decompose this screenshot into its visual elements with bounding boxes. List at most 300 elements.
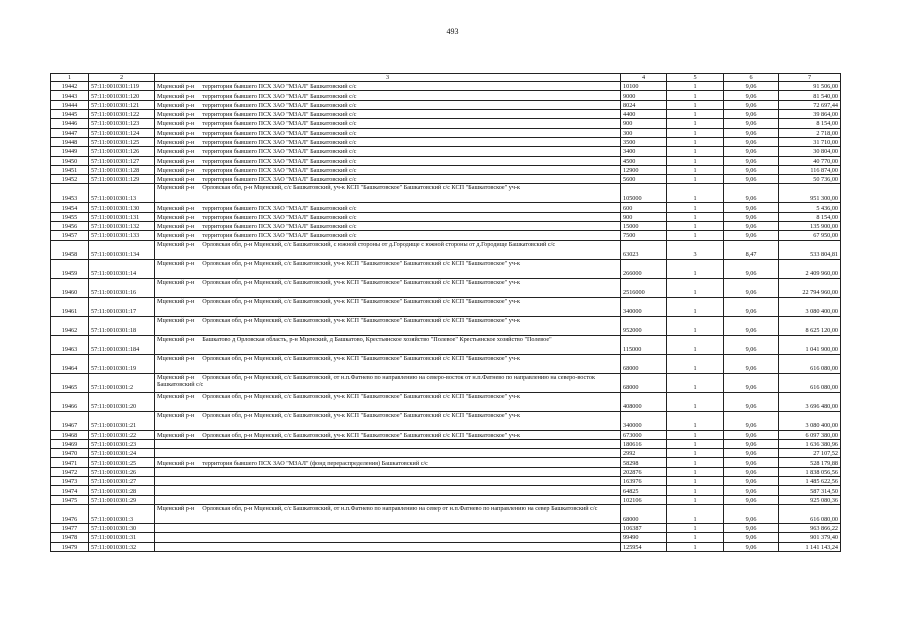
location-description: [155, 119, 621, 128]
location-description: [155, 100, 621, 109]
count-value: 1: [667, 495, 724, 504]
district: Мценский р-н: [157, 120, 195, 128]
location-description: [155, 259, 621, 278]
row-number: 19475: [51, 495, 89, 504]
area-value: 8024: [621, 100, 667, 109]
row-number: 19478: [51, 533, 89, 542]
coefficient-value: 9,06: [724, 278, 779, 297]
area-value: 952000: [621, 316, 667, 335]
address-text: Орловская обл, р-н Мценский, с/с Башкатовский, уч-к КСП "Башкатовское" Башкатовский с/с КСП "Башкатовское" уч-к: [202, 431, 521, 439]
amount-value: 5 436,00: [779, 203, 841, 212]
table-row: [51, 335, 841, 354]
row-number: 19461: [51, 297, 89, 316]
cadastral-number: 57:11:0010301:131: [89, 212, 155, 221]
coefficient-value: 9,06: [724, 486, 779, 495]
row-number: 19447: [51, 128, 89, 137]
amount-value: 39 864,00: [779, 110, 841, 119]
cadastral-number: 57:11:0010301:184: [89, 335, 155, 354]
amount-value: 6 097 380,00: [779, 430, 841, 439]
district: Мценский р-н: [157, 101, 195, 109]
location-description: [155, 392, 621, 411]
location-description: [155, 203, 621, 212]
cadastral-number: 57:11:0010301:119: [89, 82, 155, 91]
coefficient-value: 9,06: [724, 411, 779, 430]
area-value: 115000: [621, 335, 667, 354]
row-number: 19442: [51, 82, 89, 91]
address-text: Орловская обл, р-н Мценский, с/с Башкатовский, от н.п.Фатнево по направлению на север от н.п.Фатнево по направлению на север Башкатовский с/с: [202, 504, 598, 512]
column-header-6: 6: [724, 74, 779, 82]
district: Мценский р-н: [157, 111, 195, 119]
count-value: 1: [667, 91, 724, 100]
row-number: 19479: [51, 542, 89, 551]
district: Мценский р-н: [157, 148, 195, 156]
amount-value: 1 485 622,56: [779, 477, 841, 486]
amount-value: 528 179,88: [779, 458, 841, 467]
district: Мценский р-н: [157, 213, 195, 221]
area-value: 163976: [621, 477, 667, 486]
area-value: 673000: [621, 430, 667, 439]
table-row: [51, 430, 841, 439]
amount-value: 27 107,52: [779, 449, 841, 458]
row-number: 19471: [51, 458, 89, 467]
table-row: [51, 486, 841, 495]
row-number: 19462: [51, 316, 89, 335]
row-number: 19470: [51, 449, 89, 458]
table-row: [51, 212, 841, 221]
table-row: [51, 203, 841, 212]
area-value: 7500: [621, 231, 667, 240]
area-value: 63023: [621, 240, 667, 259]
row-number: 19476: [51, 504, 89, 523]
address-text: Орловская обл, р-н Мценский, с/с Башкатовский, от н.п.Фатнево по направлению на северо-восток от н.п.Фатнево по направлению на северо-восток Башкатовский с/с: [157, 373, 596, 388]
cadastral-number: 57:11:0010301:16: [89, 278, 155, 297]
row-number: 19466: [51, 392, 89, 411]
location-description: [155, 184, 621, 203]
column-header-1: 1: [51, 74, 89, 82]
district: Мценский р-н: [157, 83, 195, 91]
location-description: [155, 411, 621, 430]
count-value: 1: [667, 542, 724, 551]
cadastral-number: 57:11:0010301:30: [89, 523, 155, 532]
area-value: 105000: [621, 184, 667, 203]
cadastral-number: 57:11:0010301:21: [89, 411, 155, 430]
row-number: 19452: [51, 175, 89, 184]
table-row: [51, 449, 841, 458]
amount-value: 8 154,00: [779, 119, 841, 128]
coefficient-value: 9,06: [724, 439, 779, 448]
table-row: [51, 147, 841, 156]
cadastral-number: 57:11:0010301:132: [89, 221, 155, 230]
count-value: 1: [667, 165, 724, 174]
coefficient-value: 9,06: [724, 430, 779, 439]
row-number: 19472: [51, 467, 89, 476]
cadastral-number: 57:11:0010301:20: [89, 392, 155, 411]
table-row: [51, 458, 841, 467]
district: Мценский р-н: [157, 223, 195, 231]
area-value: 900: [621, 119, 667, 128]
coefficient-value: 9,06: [724, 82, 779, 91]
location-description: [155, 297, 621, 316]
district: Мценский р-н: [157, 335, 195, 343]
amount-value: 1 141 143,24: [779, 542, 841, 551]
address-text: территория бывшего ПСХ ЗАО "МЗАЛ" Башкатовский с/с: [202, 129, 357, 137]
coefficient-value: 9,06: [724, 449, 779, 458]
address-text: Орловская обл, р-н Мценский, с/с Башкатовский, уч-к КСП "Башкатовское" Башкатовский с/с КСП "Башкатовское" уч-к: [202, 411, 521, 419]
area-value: 68000: [621, 373, 667, 392]
area-value: 5600: [621, 175, 667, 184]
count-value: 1: [667, 221, 724, 230]
district: Мценский р-н: [157, 232, 195, 240]
coefficient-value: 9,06: [724, 156, 779, 165]
cadastral-number: 57:11:0010301:2: [89, 373, 155, 392]
table-row: [51, 184, 841, 203]
row-number: 19446: [51, 119, 89, 128]
amount-value: 616 080,00: [779, 354, 841, 373]
district: Мценский р-н: [157, 504, 195, 512]
row-number: 19449: [51, 147, 89, 156]
count-value: 1: [667, 467, 724, 476]
address-text: Орловская обл, р-н Мценский, с/с Башкатовский, уч-к КСП "Башкатовское" Башкатовский с/с КСП "Башкатовское" уч-к: [202, 354, 521, 362]
coefficient-value: 9,06: [724, 137, 779, 146]
amount-value: 587 314,50: [779, 486, 841, 495]
district: Мценский р-н: [157, 240, 195, 248]
cadastral-number: 57:11:0010301:125: [89, 137, 155, 146]
amount-value: 3 080 400,00: [779, 297, 841, 316]
amount-value: 3 696 480,00: [779, 392, 841, 411]
address-text: Орловская обл, р-н Мценский, с/с Башкатовский, уч-к КСП "Башкатовское" Башкатовский с/с КСП "Башкатовское" уч-к: [202, 259, 521, 267]
address-text: территория бывшего ПСХ ЗАО "МЗАЛ" Башкатовский с/с: [202, 166, 357, 174]
table-row: [51, 175, 841, 184]
area-value: 64825: [621, 486, 667, 495]
table-row: [51, 259, 841, 278]
area-value: 68000: [621, 354, 667, 373]
amount-value: 31 710,00: [779, 137, 841, 146]
coefficient-value: 9,06: [724, 533, 779, 542]
coefficient-value: 9,06: [724, 354, 779, 373]
address-text: Орловская обл, р-н Мценский, с/с Башкатовский, уч-к КСП "Башкатовское" Башкатовский с/с КСП "Башкатовское" уч-к: [202, 316, 521, 324]
area-value: 2992: [621, 449, 667, 458]
table-row: [51, 137, 841, 146]
area-value: 10100: [621, 82, 667, 91]
coefficient-value: 9,06: [724, 542, 779, 551]
amount-value: 8 625 120,00: [779, 316, 841, 335]
coefficient-value: 9,06: [724, 91, 779, 100]
count-value: 1: [667, 259, 724, 278]
count-value: 1: [667, 533, 724, 542]
cadastral-number: 57:11:0010301:18: [89, 316, 155, 335]
area-value: 12900: [621, 165, 667, 174]
district: Мценский р-н: [157, 184, 195, 192]
table-row: [51, 100, 841, 109]
address-text: Орловская обл, р-н Мценский, с/с Башкатовский, уч-к КСП "Башкатовское" Башкатовский с/с КСП "Башкатовское" уч-к: [202, 392, 521, 400]
address-text: территория бывшего ПСХ ЗАО "МЗАЛ" Башкатовский с/с: [202, 148, 357, 156]
count-value: 1: [667, 212, 724, 221]
count-value: 1: [667, 184, 724, 203]
coefficient-value: 9,06: [724, 128, 779, 137]
area-value: 340000: [621, 411, 667, 430]
location-description: [155, 486, 621, 495]
count-value: 1: [667, 128, 724, 137]
amount-value: 116 874,00: [779, 165, 841, 174]
row-number: 19460: [51, 278, 89, 297]
amount-value: 22 794 960,00: [779, 278, 841, 297]
count-value: 1: [667, 297, 724, 316]
cadastral-number: 57:11:0010301:32: [89, 542, 155, 551]
district: Мценский р-н: [157, 316, 195, 324]
amount-value: 72 697,44: [779, 100, 841, 109]
coefficient-value: 9,06: [724, 259, 779, 278]
address-text: территория бывшего ПСХ ЗАО "МЗАЛ" Башкатовский с/с: [202, 232, 357, 240]
area-value: 4500: [621, 156, 667, 165]
row-number: 19453: [51, 184, 89, 203]
count-value: 1: [667, 316, 724, 335]
cadastral-number: 57:11:0010301:124: [89, 128, 155, 137]
area-value: 266000: [621, 259, 667, 278]
area-value: 102106: [621, 495, 667, 504]
cadastral-number: 57:11:0010301:26: [89, 467, 155, 476]
count-value: 1: [667, 82, 724, 91]
cadastral-number: 57:11:0010301:17: [89, 297, 155, 316]
amount-value: 91 506,00: [779, 82, 841, 91]
table-row: [51, 533, 841, 542]
location-description: [155, 477, 621, 486]
table-row: [51, 128, 841, 137]
table-row: [51, 354, 841, 373]
column-header-4: 4: [621, 74, 667, 82]
count-value: 1: [667, 449, 724, 458]
area-value: 3500: [621, 137, 667, 146]
address-text: территория бывшего ПСХ ЗАО "МЗАЛ" Башкатовский с/с: [202, 139, 357, 147]
amount-value: 901 379,40: [779, 533, 841, 542]
district: Мценский р-н: [157, 129, 195, 137]
cadastral-number: 57:11:0010301:127: [89, 156, 155, 165]
amount-value: 963 866,22: [779, 523, 841, 532]
table-row: [51, 316, 841, 335]
row-number: 19473: [51, 477, 89, 486]
cadastral-number: 57:11:0010301:123: [89, 119, 155, 128]
column-header-2: 2: [89, 74, 155, 82]
coefficient-value: 9,06: [724, 119, 779, 128]
location-description: [155, 156, 621, 165]
amount-value: 2 409 960,00: [779, 259, 841, 278]
coefficient-value: 9,06: [724, 458, 779, 467]
amount-value: 2 718,00: [779, 128, 841, 137]
area-value: 106387: [621, 523, 667, 532]
address-text: территория бывшего ПСХ ЗАО "МЗАЛ" Башкатовский с/с: [202, 204, 357, 212]
column-header-3: 3: [155, 74, 621, 82]
address-text: территория бывшего ПСХ ЗАО "МЗАЛ" Башкатовский с/с: [202, 157, 357, 165]
coefficient-value: 9,06: [724, 221, 779, 230]
address-text: Башкатово д Орловская область, р-н Мценский, д Башкатово, Крестьянское хозяйство "Полевое" Крестьянское хозяйство "Полевое": [202, 335, 552, 343]
location-description: [155, 316, 621, 335]
area-value: 3400: [621, 147, 667, 156]
table-row: [51, 439, 841, 448]
cadastral-number: 57:11:0010301:29: [89, 495, 155, 504]
count-value: 1: [667, 430, 724, 439]
cadastral-number: 57:11:0010301:134: [89, 240, 155, 259]
row-number: 19465: [51, 373, 89, 392]
row-number: 19459: [51, 259, 89, 278]
count-value: 1: [667, 477, 724, 486]
district: Мценский р-н: [157, 278, 195, 286]
area-value: 58298: [621, 458, 667, 467]
location-description: [155, 504, 621, 523]
location-description: [155, 430, 621, 439]
cadastral-number: 57:11:0010301:122: [89, 110, 155, 119]
location-description: [155, 128, 621, 137]
amount-value: 1 041 900,00: [779, 335, 841, 354]
count-value: 1: [667, 231, 724, 240]
count-value: 1: [667, 411, 724, 430]
count-value: 1: [667, 373, 724, 392]
address-text: территория бывшего ПСХ ЗАО "МЗАЛ" Башкатовский с/с: [202, 111, 357, 119]
row-number: 19450: [51, 156, 89, 165]
table-row: [51, 504, 841, 523]
location-description: [155, 212, 621, 221]
table-row: [51, 91, 841, 100]
column-header-7: 7: [779, 74, 841, 82]
cadastral-number: 57:11:0010301:24: [89, 449, 155, 458]
cadastral-number: 57:11:0010301:23: [89, 439, 155, 448]
count-value: 1: [667, 335, 724, 354]
amount-value: 533 804,81: [779, 240, 841, 259]
count-value: 1: [667, 439, 724, 448]
cadastral-number: 57:11:0010301:126: [89, 147, 155, 156]
table-row: [51, 119, 841, 128]
district: Мценский р-н: [157, 373, 195, 381]
row-number: 19463: [51, 335, 89, 354]
area-value: 68000: [621, 504, 667, 523]
row-number: 19467: [51, 411, 89, 430]
cadastral-number: 57:11:0010301:25: [89, 458, 155, 467]
cadastral-number: 57:11:0010301:120: [89, 91, 155, 100]
cadastral-number: 57:11:0010301:19: [89, 354, 155, 373]
district: Мценский р-н: [157, 259, 195, 267]
count-value: 1: [667, 504, 724, 523]
row-number: 19443: [51, 91, 89, 100]
amount-value: 616 080,00: [779, 504, 841, 523]
address-text: Орловская обл, р-н Мценский, с/с Башкатовский, уч-к КСП "Башкатовское" Башкатовский с/с КСП "Башкатовское" уч-к: [202, 297, 521, 305]
cadastral-number: 57:11:0010301:31: [89, 533, 155, 542]
count-value: 1: [667, 458, 724, 467]
amount-value: 1 636 380,96: [779, 439, 841, 448]
district: Мценский р-н: [157, 431, 195, 439]
address-text: территория бывшего ПСХ ЗАО "МЗАЛ" Башкатовский с/с: [202, 176, 357, 184]
location-description: [155, 373, 621, 392]
location-description: [155, 458, 621, 467]
location-description: [155, 91, 621, 100]
coefficient-value: 9,06: [724, 110, 779, 119]
amount-value: 1 838 056,56: [779, 467, 841, 476]
coefficient-value: 9,06: [724, 477, 779, 486]
location-description: [155, 147, 621, 156]
area-value: 900: [621, 212, 667, 221]
table-row: [51, 523, 841, 532]
address-text: территория бывшего ПСХ ЗАО "МЗАЛ" Башкатовский с/с: [202, 120, 357, 128]
row-number: 19456: [51, 221, 89, 230]
cadastral-number: 57:11:0010301:13: [89, 184, 155, 203]
location-description: [155, 495, 621, 504]
district: Мценский р-н: [157, 411, 195, 419]
cadastral-number: 57:11:0010301:128: [89, 165, 155, 174]
location-description: [155, 467, 621, 476]
area-value: 99490: [621, 533, 667, 542]
cadastral-number: 57:11:0010301:133: [89, 231, 155, 240]
coefficient-value: 9,06: [724, 212, 779, 221]
table-row: [51, 467, 841, 476]
count-value: 1: [667, 486, 724, 495]
district: Мценский р-н: [157, 392, 195, 400]
address-text: территория бывшего ПСХ ЗАО "МЗАЛ" Башкатовский с/с: [202, 83, 357, 91]
location-description: [155, 533, 621, 542]
district: Мценский р-н: [157, 92, 195, 100]
count-value: 1: [667, 100, 724, 109]
register-table: [50, 73, 841, 552]
coefficient-value: 9,06: [724, 495, 779, 504]
coefficient-value: 9,06: [724, 203, 779, 212]
area-value: 4400: [621, 110, 667, 119]
amount-value: 40 770,00: [779, 156, 841, 165]
cadastral-number: 57:11:0010301:27: [89, 477, 155, 486]
table-row: [51, 165, 841, 174]
amount-value: 81 540,00: [779, 91, 841, 100]
amount-value: 8 154,00: [779, 212, 841, 221]
coefficient-value: 9,06: [724, 504, 779, 523]
area-value: 15000: [621, 221, 667, 230]
table-row: [51, 477, 841, 486]
district: Мценский р-н: [157, 459, 195, 467]
coefficient-value: 9,06: [724, 231, 779, 240]
location-description: [155, 165, 621, 174]
area-value: 600: [621, 203, 667, 212]
count-value: 3: [667, 240, 724, 259]
location-description: [155, 82, 621, 91]
location-description: [155, 221, 621, 230]
cadastral-number: 57:11:0010301:130: [89, 203, 155, 212]
district: Мценский р-н: [157, 297, 195, 305]
row-number: 19464: [51, 354, 89, 373]
count-value: 1: [667, 392, 724, 411]
district: Мценский р-н: [157, 139, 195, 147]
district: Мценский р-н: [157, 166, 195, 174]
row-number: 19445: [51, 110, 89, 119]
location-description: [155, 354, 621, 373]
amount-value: 616 080,00: [779, 373, 841, 392]
coefficient-value: 9,06: [724, 467, 779, 476]
coefficient-value: 9,06: [724, 373, 779, 392]
area-value: 9000: [621, 91, 667, 100]
amount-value: 135 900,00: [779, 221, 841, 230]
cadastral-number: 57:11:0010301:3: [89, 504, 155, 523]
district: Мценский р-н: [157, 157, 195, 165]
table-row: [51, 278, 841, 297]
coefficient-value: 9,06: [724, 184, 779, 203]
cadastral-number: 57:11:0010301:22: [89, 430, 155, 439]
location-description: [155, 231, 621, 240]
area-value: 340000: [621, 297, 667, 316]
page-number: 493: [446, 27, 459, 36]
location-description: [155, 240, 621, 259]
table-row: [51, 156, 841, 165]
coefficient-value: 9,06: [724, 297, 779, 316]
coefficient-value: 9,06: [724, 165, 779, 174]
count-value: 1: [667, 278, 724, 297]
row-number: 19444: [51, 100, 89, 109]
count-value: 1: [667, 354, 724, 373]
address-text: территория бывшего ПСХ ЗАО "МЗАЛ" Башкатовский с/с: [202, 92, 357, 100]
row-number: 19469: [51, 439, 89, 448]
table-row: [51, 240, 841, 259]
